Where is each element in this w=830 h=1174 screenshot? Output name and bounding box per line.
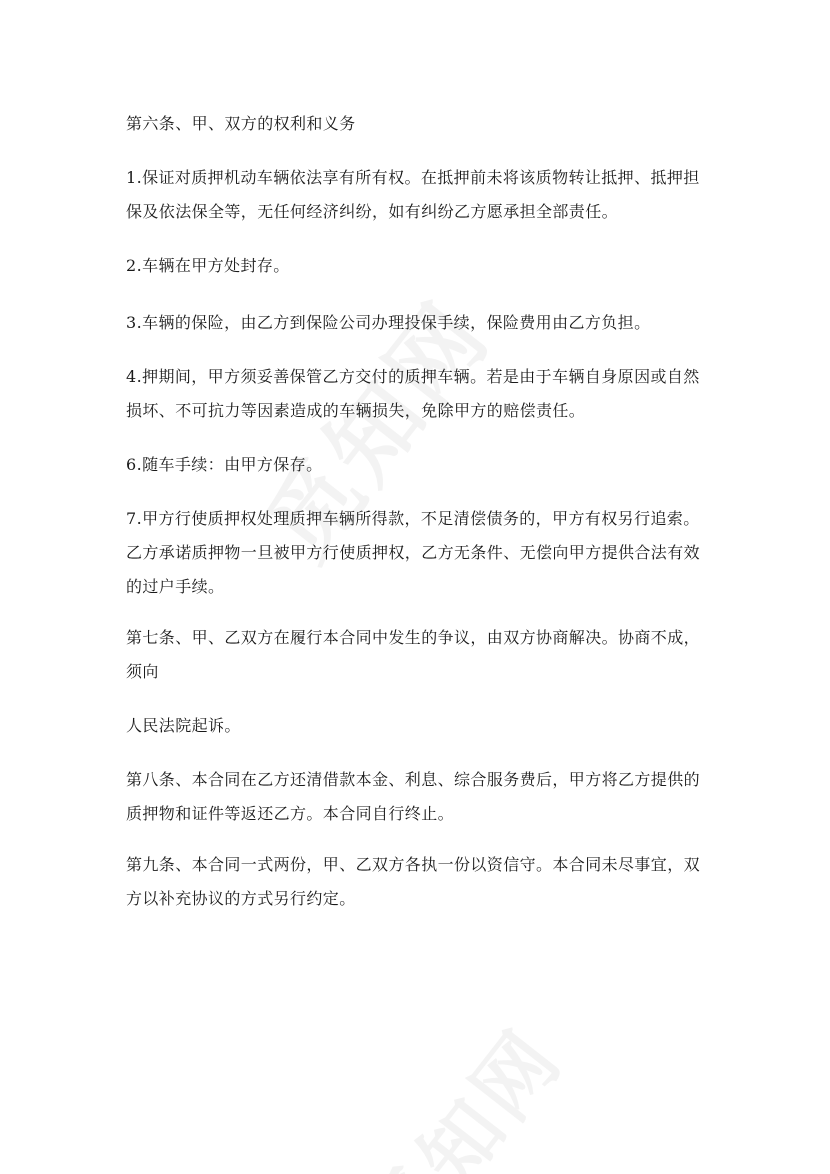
clause-4: 4.押期间，甲方须妥善保管乙方交付的质押车辆。若是由于车辆自身原因或自然损坏、不可抗力等因素造成的车辆损失，免除甲方的赔偿责任。 bbox=[126, 367, 700, 420]
clause-3: 3.车辆的保险，由乙方到保险公司办理投保手续，保险费用由乙方负担。 bbox=[126, 313, 651, 332]
clause-2: 2.车辆在甲方处封存。 bbox=[126, 256, 290, 275]
article-7-continued: 人民法院起诉。 bbox=[126, 716, 241, 735]
article-8: 第八条、本合同在乙方还清借款本金、利息、综合服务费后，甲方将乙方提供的质押物和证件等返还乙方。本合同自行终止。 bbox=[126, 770, 701, 823]
document-body bbox=[126, 104, 716, 933]
clause-6: 6.随车手续：由甲方保存。 bbox=[126, 455, 323, 474]
watermark-lower bbox=[334, 1000, 583, 1174]
clause-7: 7.甲方行使质押权处理质押车辆所得款，不足清偿债务的，甲方有权另行追索。乙方承诺质押物一旦被甲方行使质押权，乙方无条件、无偿向甲方提供合法有效的过户手续。 bbox=[126, 509, 701, 596]
clause-1: 1.保证对质押机动车辆依法享有所有权。在抵押前未将该质物转让抵押、抵押担保及依法保全等，无任何经济纠纷，如有纠纷乙方愿承担全部责任。 bbox=[126, 168, 700, 221]
article-7: 第七条、甲、乙双方在履行本合同中发生的争议，由双方协商解决。协商不成，须向 bbox=[126, 628, 701, 681]
article-6-heading: 第六条、甲、双方的权利和义务 bbox=[126, 114, 356, 133]
article-9: 第九条、本合同一式两份，甲、乙双方各执一份以资信守。本合同未尽事宜，双方以补充协议的方式另行约定。 bbox=[126, 855, 701, 908]
